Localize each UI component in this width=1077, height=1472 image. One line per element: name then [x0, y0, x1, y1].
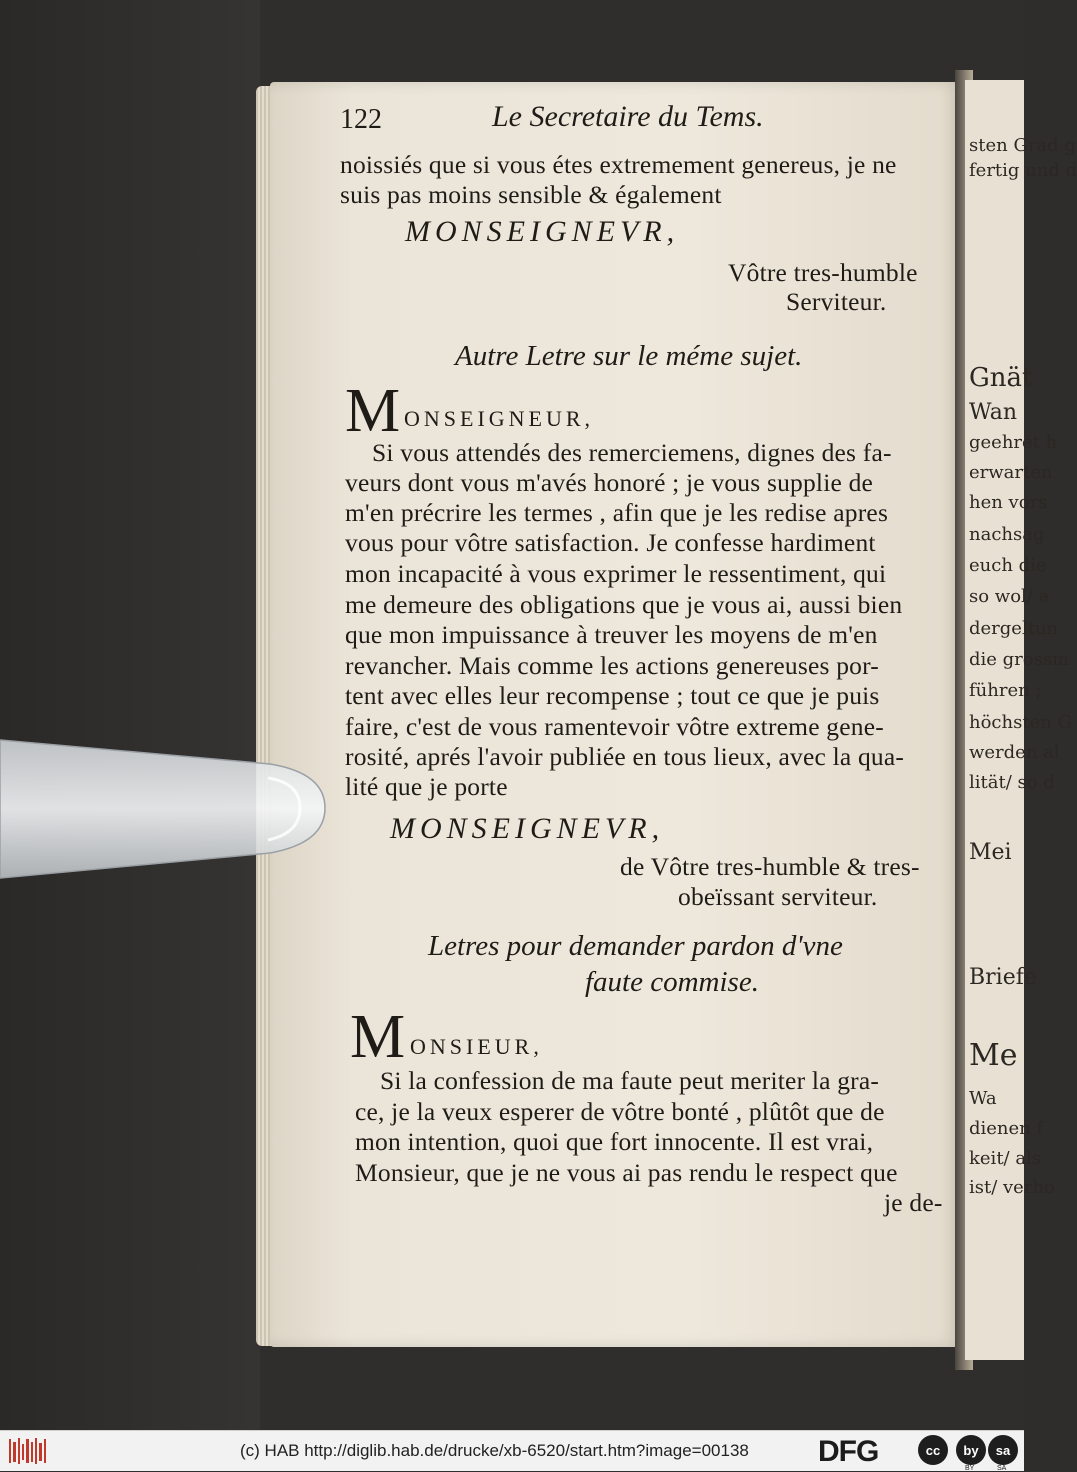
drop-cap: M [350, 1003, 406, 1071]
dfg-logo: DFG [818, 1435, 879, 1468]
barcode-icon [8, 1436, 48, 1466]
fragment-line: nachsag [969, 524, 1045, 545]
fragment-line: erwarten [969, 462, 1053, 483]
fragment-line: Gnät [969, 363, 1033, 393]
fragment-line: Mei [969, 840, 1012, 865]
plastic-page-clip [0, 728, 330, 888]
text-line: Si la confession de ma faute peut meriter la gra- [380, 1066, 880, 1095]
text-line: lité que je porte [345, 772, 508, 801]
fragment-line: führen ; [969, 680, 1042, 701]
cc-icon: cc [918, 1435, 948, 1465]
letter-title: faute commise. [585, 966, 759, 998]
letter-title: Autre Letre sur le méme sujet. [455, 340, 803, 372]
text-line: Si vous attendés des remerciemens, dignes des fa- [372, 438, 892, 467]
fragment-line: Briefe [969, 965, 1037, 990]
text-line: rosité, aprés l'avoir publiée en tous lieux, avec la qua- [345, 742, 905, 771]
fragment-line: so wol/ a [969, 586, 1050, 607]
fragment-line: sten Grad g [969, 135, 1076, 156]
background-left [0, 0, 260, 1430]
fragment-line: Wan [969, 400, 1017, 425]
facing-page-fragment [965, 80, 1077, 1360]
text-line: ce, je la veux esperer de vôtre bonté , plûtôt que de [355, 1097, 885, 1126]
footer-bar [0, 1430, 1024, 1471]
catchword: je de- [884, 1188, 943, 1217]
letter-opening: ONSEIGNEUR, [404, 406, 595, 431]
fragment-line: euch die [969, 555, 1047, 576]
text-line: suis pas moins sensible & également [340, 180, 722, 209]
text-line: noissiés que si vous étes extremement genereus, je ne [340, 150, 897, 179]
fragment-line: höchsten G [969, 712, 1072, 733]
fragment-line: dienen f [969, 1118, 1044, 1139]
text-line: veurs dont vous m'avés honoré ; je vous supplie de [345, 468, 874, 497]
text-line: faire, c'est de vous ramentevoir vôtre extreme gene- [345, 712, 884, 741]
license-label: BY [965, 1465, 975, 1472]
fragment-line: werden al [969, 742, 1060, 763]
license-label: SA [997, 1465, 1007, 1472]
letter-opening: ONSIEUR, [410, 1034, 543, 1059]
running-title: Le Secretaire du Tems. [492, 100, 764, 133]
signature-line: Vôtre tres-humble [728, 258, 918, 287]
fragment-line: die grossm [969, 649, 1070, 670]
signature-line: Serviteur. [786, 287, 887, 316]
salutation: MONSEIGNEVR, [390, 812, 665, 845]
signature-line: de Vôtre tres-humble & tres- [620, 852, 920, 881]
fragment-line: keit/ als [969, 1148, 1042, 1169]
text-line: tent avec elles leur recompense ; tout ce que je puis [345, 681, 880, 710]
signature-line: obeïssant serviteur. [678, 882, 878, 911]
fragment-line: dergeltun [969, 618, 1059, 639]
fragment-line: hen vors [969, 492, 1048, 513]
fragment-line: fertig und d [969, 160, 1077, 181]
text-line: mon intention, quoi que fort innocente. Il est vrai, [355, 1127, 874, 1156]
text-line: Monsieur, que je ne vous ai pas rendu le respect que [355, 1158, 898, 1187]
text-line: me demeure des obligations que je vous ai, aussi bien [345, 590, 903, 619]
text-line: revancher. Mais comme les actions genereuses por- [345, 651, 879, 680]
drop-cap: M [345, 377, 401, 445]
fragment-line: Wa [969, 1088, 997, 1109]
fragment-line: lität/ so d [969, 772, 1055, 793]
by-icon: by [956, 1435, 986, 1465]
copyright-link[interactable]: (c) HAB http://diglib.hab.de/drucke/xb-6520/start.htm?image=00138 [240, 1441, 749, 1460]
page-number: 122 [340, 104, 382, 135]
fragment-line: Me [969, 1038, 1018, 1073]
fragment-line: geehret h [969, 432, 1058, 453]
fragment-line: ist/ verho [969, 1177, 1055, 1198]
sa-icon: sa [988, 1435, 1018, 1465]
text-line: que mon impuissance à treuver les moyens de m'en [345, 620, 878, 649]
text-line: m'en précrire les termes , afin que je les redise apres [345, 498, 889, 527]
text-line: mon incapacité à vous exprimer le ressentiment, qui [345, 559, 887, 588]
letter-title: Letres pour demander pardon d'vne [428, 930, 843, 962]
text-line: vous pour vôtre satisfaction. Je confesse hardiment [345, 528, 876, 557]
salutation: MONSEIGNEVR, [405, 215, 680, 248]
